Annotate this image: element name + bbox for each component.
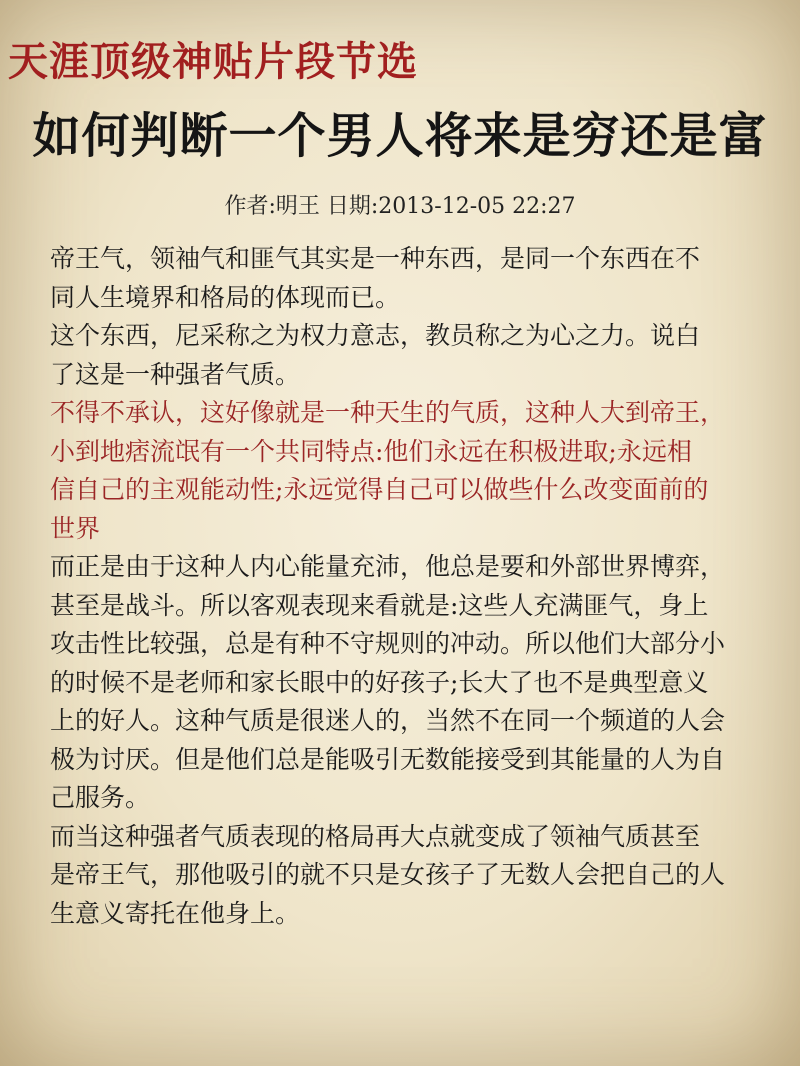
text-line: 上的好人。这种气质是很迷人的，当然不在同一个频道的人会 (50, 706, 726, 735)
paragraph (50, 317, 750, 394)
text-line: 同人生境界和格局的体现而已。 (50, 282, 401, 312)
text-line: 攻击性比较强，总是有种不守规则的冲动。所以他们大部分小 (50, 629, 726, 658)
paragraph (50, 818, 750, 934)
text-line: 而正是由于这种人内心能量充沛，他总是要和外部世界博弈， (50, 552, 726, 581)
byline: 作者:明王 日期:2013-12-05 22:27 (224, 194, 576, 219)
text-line: 这个东西，尼采称之为权力意志，教员称之为心之力。说白 (50, 321, 701, 350)
text-line: 是帝王气，那他吸引的就不只是女孩子了无数人会把自己的人 (50, 860, 726, 889)
text-line: 而当这种强者气质表现的格局再大点就变成了领袖气质甚至 (50, 821, 701, 851)
text-line: 的时候不是老师和家长眼中的好孩子;长大了也不是典型意义 (50, 667, 709, 697)
text-line: 信自己的主观能动性;永远觉得自己可以做些什么改变面前的 (50, 475, 709, 504)
text-line: 极为讨厌。但是他们总是能吸引无数能接受到其能量的人为自 (50, 744, 726, 774)
text-line: 生意义寄托在他身上。 (50, 898, 301, 928)
paragraph (50, 548, 750, 818)
text-line: 帝王气，领袖气和匪气其实是一种东西，是同一个东西在不 (50, 244, 701, 273)
highlighted-paragraph (50, 394, 750, 548)
text-line: 不得不承认，这好像就是一种天生的气质，这种人大到帝王， (50, 398, 726, 427)
text-line: 甚至是战斗。所以客观表现来看就是:这些人充满匪气，身上 (50, 590, 709, 620)
article-title: 如何判断一个男人将来是穷还是富 (32, 108, 768, 164)
text-line: 了这是一种强者气质。 (50, 359, 301, 389)
article-body (50, 240, 750, 933)
series-title: 天涯顶级神贴片段节选 (8, 38, 418, 85)
paragraph (50, 240, 750, 317)
text-line: 世界 (50, 513, 101, 543)
text-line: 己服务。 (50, 783, 151, 812)
text-line: 小到地痞流氓有一个共同特点:他们永远在积极进取;永远相 (50, 436, 692, 466)
